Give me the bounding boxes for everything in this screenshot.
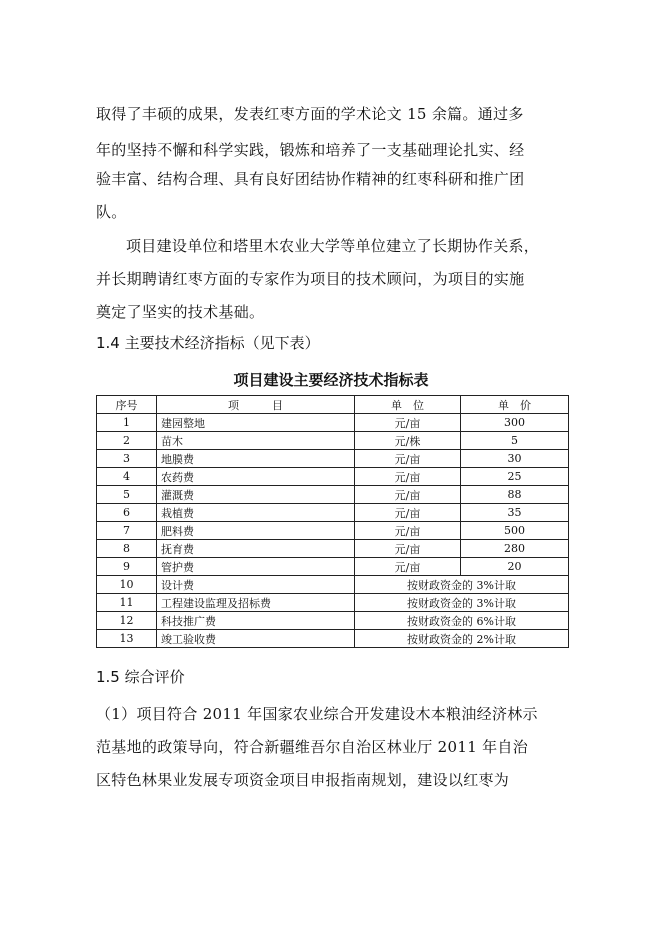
text-line: 并长期聘请红枣方面的专家作为项目的技术顾问，为项目的实施 [96,270,525,288]
cell-item: 建园整地 [157,414,355,432]
cell-fee-note: 按财政资金的 3%计取 [355,576,569,594]
cell-unit: 元/亩 [355,504,461,522]
header-no: 序号 [97,396,157,414]
text-line: 奠定了坚实的技术基础。 [96,303,265,321]
cell-item: 苗木 [157,432,355,450]
text-line: （1）项目符合 2011 年国家农业综合开发建设木本粮油经济林示 [96,705,538,723]
text-line: 验丰富、结构合理、具有良好团结协作精神的红枣科研和推广团 [96,170,525,188]
table-row [97,486,569,504]
text-line: 年的坚持不懈和科学实践，锻炼和培养了一支基础理论扎实、经 [96,141,525,159]
cell-no: 5 [97,486,157,504]
header-price: 单 价 [461,396,569,414]
cell-price: 25 [461,468,569,486]
cell-item: 抚育费 [157,540,355,558]
table-row [97,558,569,576]
table-row [97,522,569,540]
text-line: 取得了丰硕的成果，发表红枣方面的学术论文 15 余篇。通过多 [96,105,524,123]
table-row [97,630,569,648]
cell-item: 地膜费 [157,450,355,468]
text-line: 队。 [96,203,127,221]
cell-item: 农药费 [157,468,355,486]
cell-fee-note: 按财政资金的 3%计取 [355,594,569,612]
table-row [97,576,569,594]
text-line: 范基地的政策导向，符合新疆维吾尔自治区林业厅 2011 年自治 [96,738,529,756]
cell-price: 5 [461,432,569,450]
cell-item: 科技推广费 [157,612,355,630]
cell-no: 4 [97,468,157,486]
cell-fee-note: 按财政资金的 6%计取 [355,612,569,630]
cell-price: 20 [461,558,569,576]
cell-item: 设计费 [157,576,355,594]
cell-item: 栽植费 [157,504,355,522]
cell-price: 88 [461,486,569,504]
cell-unit: 元/亩 [355,486,461,504]
cell-unit: 元/亩 [355,522,461,540]
header-unit: 单 位 [355,396,461,414]
table-row [97,432,569,450]
cell-item: 竣工验收费 [157,630,355,648]
section-heading-1-4: 1.4 主要技术经济指标（见下表） [96,334,320,352]
table-title: 项目建设主要经济技术指标表 [233,371,429,389]
cell-price: 300 [461,414,569,432]
indicator-table [96,395,569,648]
table-row [97,612,569,630]
cell-price: 280 [461,540,569,558]
cell-no: 6 [97,504,157,522]
cell-unit: 元/亩 [355,414,461,432]
cell-no: 3 [97,450,157,468]
cell-fee-note: 按财政资金的 2%计取 [355,630,569,648]
cell-no: 2 [97,432,157,450]
cell-no: 12 [97,612,157,630]
text-line: 区特色林果业发展专项资金项目申报指南规划，建设以红枣为 [96,771,510,789]
cell-item: 肥料费 [157,522,355,540]
cell-no: 9 [97,558,157,576]
text-line: 项目建设单位和塔里木农业大学等单位建立了长期协作关系， [126,237,540,255]
table-row [97,594,569,612]
table-row [97,450,569,468]
table-header-row [97,396,569,414]
cell-item: 工程建设监理及招标费 [157,594,355,612]
table-row [97,468,569,486]
cell-no: 1 [97,414,157,432]
cell-no: 10 [97,576,157,594]
cell-price: 35 [461,504,569,522]
cell-item: 管护费 [157,558,355,576]
cell-unit: 元/亩 [355,450,461,468]
cell-no: 8 [97,540,157,558]
header-item: 项 目 [157,396,355,414]
cell-item: 灌溉费 [157,486,355,504]
table-row [97,504,569,522]
table-row [97,414,569,432]
cell-no: 7 [97,522,157,540]
cell-unit: 元/亩 [355,468,461,486]
cell-unit: 元/亩 [355,540,461,558]
cell-price: 500 [461,522,569,540]
cell-no: 13 [97,630,157,648]
cell-unit: 元/株 [355,432,461,450]
section-heading-1-5: 1.5 综合评价 [96,668,185,686]
cell-price: 30 [461,450,569,468]
cell-no: 11 [97,594,157,612]
cell-unit: 元/亩 [355,558,461,576]
table-row [97,540,569,558]
